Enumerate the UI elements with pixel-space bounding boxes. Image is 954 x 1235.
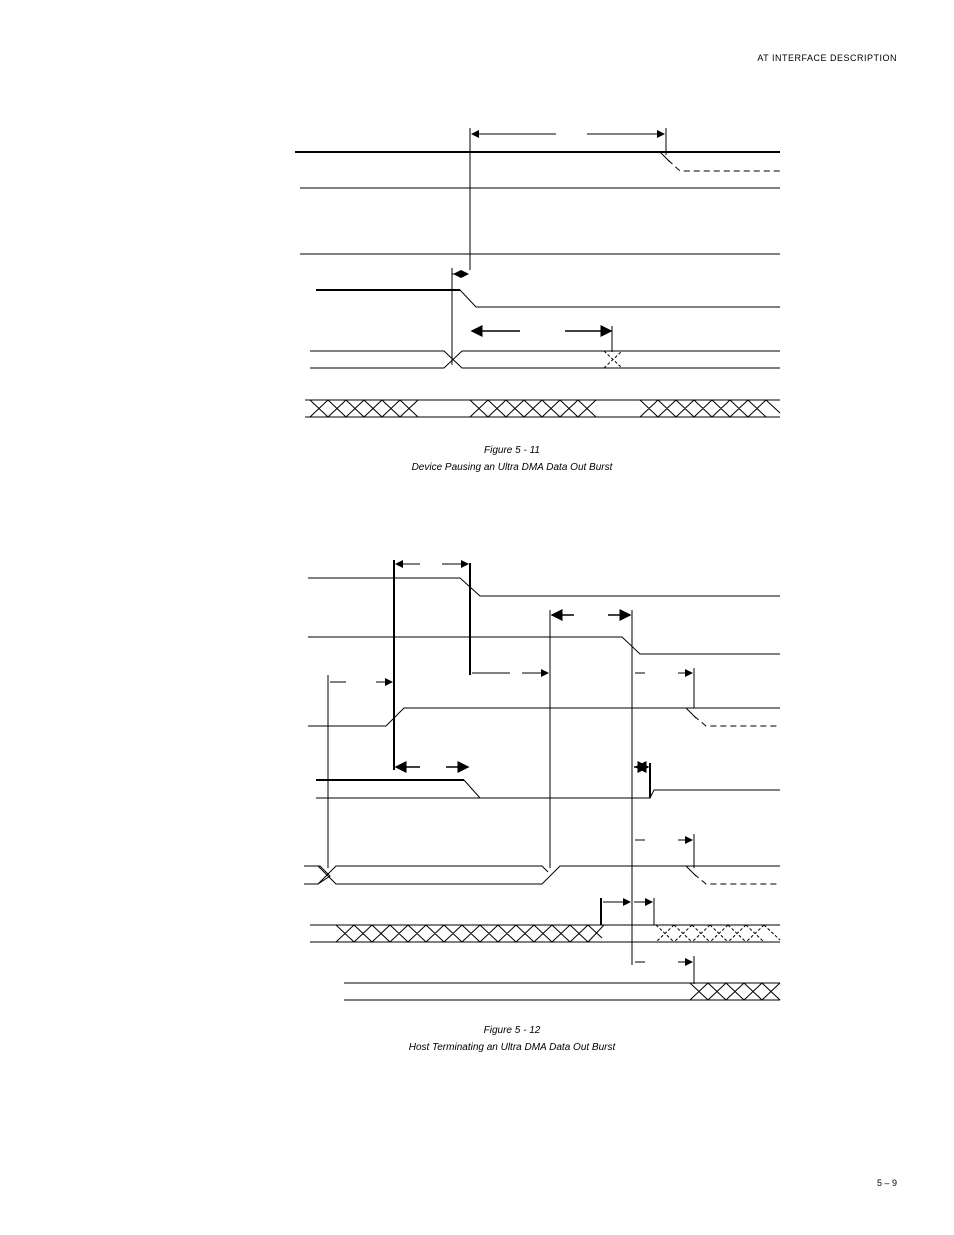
timing-arrow-3 [472,668,694,708]
signal-4 [316,763,780,798]
signal-5 [304,866,780,884]
figure-5-12-caption [0,1022,954,1056]
data-bus-last [344,983,780,1000]
timing-arrow-4 [328,675,392,868]
running-header: AT INTERFACE DESCRIPTION [757,53,897,63]
data-bus-hatched-2 [310,898,780,942]
page-number: 5 – 9 [876,1178,897,1188]
figure-number: Figure 5 - 11 [484,445,540,456]
timing-arrow-1 [394,560,470,770]
signal-3 [308,708,780,726]
signal-1 [308,578,780,596]
signal-2 [308,637,780,654]
figure-number: Figure 5 - 12 [483,1025,541,1036]
timing-arrow-6 [635,834,694,868]
figure-title: Device Pausing an Ultra DMA Data Out Burst [411,462,613,473]
timing-arrow-8 [635,956,694,984]
figure-title: Host Terminating an Ultra DMA Data Out Burst [408,1042,616,1053]
timing-arrow-2 [550,610,632,965]
